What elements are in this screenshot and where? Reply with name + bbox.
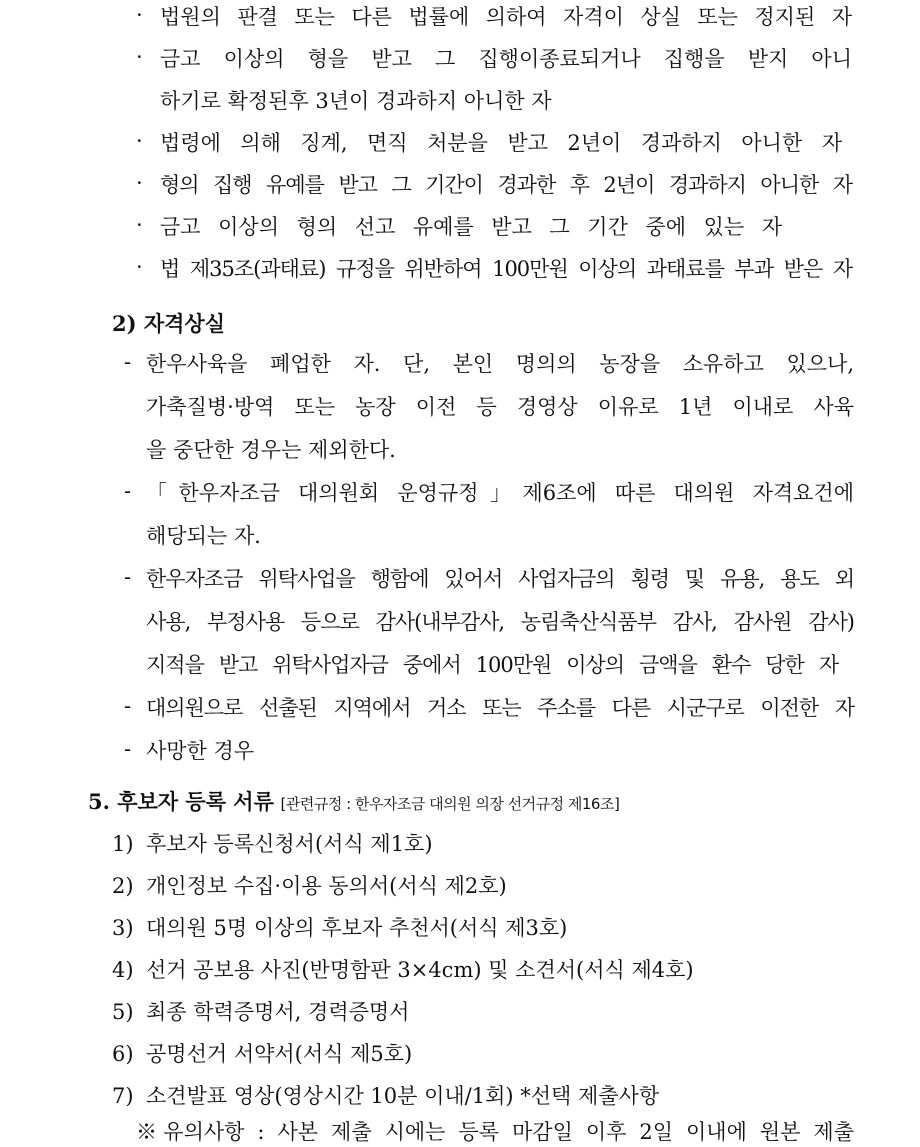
related-regulation-reference: [관련규정 : 한우자조금 대의원 의장 선거규정 제16조] xyxy=(280,795,620,813)
bullet-mark: · xyxy=(136,255,143,279)
item-number: 5) xyxy=(112,1000,134,1024)
list-item-text-continued: 사용, 부정사용 등으로 감사(내부감사, 농림축산식품부 감사, 감사원 감사) xyxy=(146,610,854,634)
note-text: ※유의사항 : 사본 제출 시에는 등록 마감일 이후 2일 이내에 원본 제출 xyxy=(136,1120,854,1144)
item-number: 2) xyxy=(112,874,134,898)
bullet-mark: · xyxy=(136,129,143,153)
list-item-text: 한우자조금 위탁사업을 행함에 있어서 사업자금의 횡령 및 유용, 용도 외 xyxy=(146,567,854,591)
dash-mark: - xyxy=(124,737,132,761)
section-heading-loss-of-qualification: 2) 자격상실 xyxy=(112,311,226,336)
bullet-text: 형의 집행 유예를 받고 그 기간이 경과한 후 2년이 경과하지 아니한 자 xyxy=(160,173,852,197)
list-item-text-continued: 가축질병·방역 또는 농장 이전 등 경영상 이유로 1년 이내로 사육 xyxy=(146,395,854,419)
bullet-text: 법령에 의해 징계, 면직 처분을 받고 2년이 경과하지 아니한 자 xyxy=(160,131,842,155)
bullet-mark: · xyxy=(136,171,143,195)
list-item-text: 사망한 경우 xyxy=(146,739,255,763)
list-item-text: 최종 학력증명서, 경력증명서 xyxy=(146,1000,410,1024)
dash-mark: - xyxy=(124,694,132,718)
bullet-text: 법 제35조(과태료) 규정을 위반하여 100만원 이상의 과태료를 부과 받은 자 xyxy=(160,257,852,281)
section-heading-candidate-documents xyxy=(88,788,619,818)
bullet-mark: · xyxy=(136,45,143,69)
dash-mark: - xyxy=(124,565,132,589)
bullet-mark: · xyxy=(136,3,143,27)
item-number: 4) xyxy=(112,958,134,982)
bullet-mark: · xyxy=(136,213,143,237)
bullet-text: 금고 이상의 형의 선고 유예를 받고 그 기간 중에 있는 자 xyxy=(160,215,782,239)
list-item-text: 후보자 등록신청서(서식 제1호) xyxy=(146,832,433,856)
list-item-text: 대의원으로 선출된 지역에서 거소 또는 주소를 다른 시군구로 이전한 자 xyxy=(146,696,854,720)
item-number: 7) xyxy=(112,1084,134,1108)
section-title: 5. 후보자 등록 서류 xyxy=(88,789,274,814)
bullet-text-continued: 하기로 확정된후 3년이 경과하지 아니한 자 xyxy=(160,89,552,113)
list-item-text: 소견발표 영상(영상시간 10분 이내/1회) *선택 제출사항 xyxy=(146,1084,660,1108)
list-item-text: 개인정보 수집·이용 동의서(서식 제2호) xyxy=(146,874,507,898)
list-item-text: 공명선거 서약서(서식 제5호) xyxy=(146,1042,413,1066)
bullet-text: 금고 이상의 형을 받고 그 집행이종료되거나 집행을 받지 아니 xyxy=(160,47,852,71)
list-item-text-continued: 해당되는 자. xyxy=(146,524,261,548)
list-item-text-continued: 을 중단한 경우는 제외한다. xyxy=(146,438,396,462)
bullet-text: 법원의 판결 또는 다른 법률에 의하여 자격이 상실 또는 정지된 자 xyxy=(160,5,852,29)
list-item-text-continued: 지적을 받고 위탁사업자금 중에서 100만원 이상의 금액을 환수 당한 자 xyxy=(146,653,838,677)
item-number: 6) xyxy=(112,1042,134,1066)
item-number: 3) xyxy=(112,916,134,940)
list-item-text: 「한우자조금 대의원회 운영규정」제6조에 따른 대의원 자격요건에 xyxy=(146,481,854,505)
list-item-text: 한우사육을 폐업한 자. 단, 본인 명의의 농장을 소유하고 있으나, xyxy=(146,352,854,376)
list-item-text: 대의원 5명 이상의 후보자 추천서(서식 제3호) xyxy=(146,916,568,940)
dash-mark: - xyxy=(124,350,132,374)
dash-mark: - xyxy=(124,479,132,503)
list-item-text: 선거 공보용 사진(반명함판 3×4cm) 및 소견서(서식 제4호) xyxy=(146,958,694,982)
item-number: 1) xyxy=(112,832,134,856)
